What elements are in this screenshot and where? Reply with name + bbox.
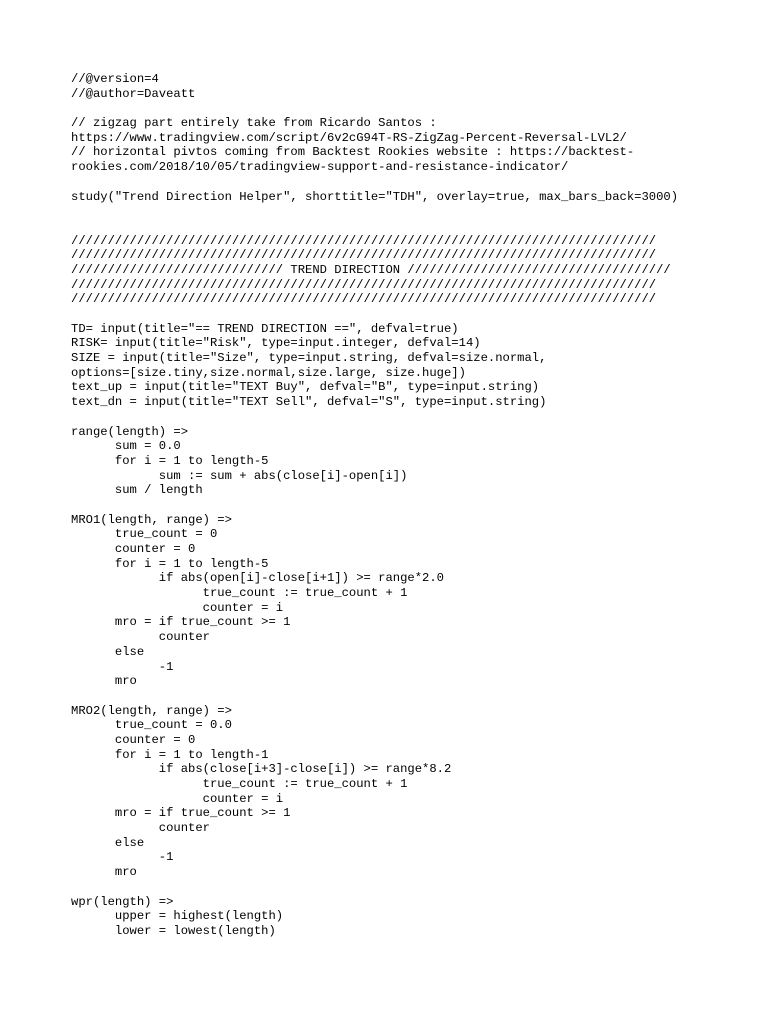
code-line [71,204,751,219]
code-line: mro = if true_count >= 1 [71,615,291,630]
code-line [71,175,751,190]
code-line: text_dn = input(title="TEXT Sell", defval="S", type=input.string) [71,395,547,410]
code-line: https://www.tradingview.com/script/6v2cG94T-RS-ZigZag-Percent-Reversal-LVL2/ [71,130,627,145]
code-line: for i = 1 to length-1 [71,747,269,762]
code-line: mro [71,674,137,689]
code-line: lower = lowest(length) [71,923,276,938]
code-line [71,498,751,513]
code-line [71,219,751,234]
code-line: // zigzag part entirely take from Ricardo Santos : [71,116,437,131]
code-line: sum = 0.0 [71,439,181,454]
code-line: if abs(close[i+3]-close[i]) >= range*8.2 [71,762,452,777]
code-line: counter [71,821,210,836]
code-line: -1 [71,850,174,865]
code-line [71,689,751,704]
code-line: MRO1(length, range) => [71,512,232,527]
code-line: sum / length [71,483,203,498]
code-line: upper = highest(length) [71,909,284,924]
code-line: //@version=4 [71,72,159,86]
code-line: rookies.com/2018/10/05/tradingview-support-and-resistance-indicator/ [71,160,569,175]
code-line [71,880,751,895]
code-line: //@author=Daveatt [71,86,196,101]
code-line: counter = i [71,600,284,615]
code-line: mro [71,865,137,880]
code-line: counter = 0 [71,542,196,556]
code-line: MRO2(length, range) => [71,703,232,718]
code-line: counter [71,630,210,645]
code-line: wpr(length) => [71,894,174,909]
code-line: for i = 1 to length-5 [71,453,269,468]
code-line: range(length) => [71,424,189,439]
code-line: //////////////////////////////////////////////////////////////////////////////// [71,277,657,292]
code-line: SIZE = input(title="Size", type=input.string, defval=size.normal, [71,351,547,366]
code-line: //////////////////////////////////////////////////////////////////////////////// [71,248,657,263]
code-line: text_up = input(title="TEXT Buy", defval="B", type=input.string) [71,380,540,395]
code-line: true_count := true_count + 1 [71,777,408,791]
code-line: else [71,644,145,659]
code-line: true_count = 0.0 [71,718,232,733]
code-line: options=[size.tiny,size.normal,size.large, size.huge]) [71,365,466,380]
code-line: true_count := true_count + 1 [71,586,408,601]
code-line [71,307,751,322]
code-line: // horizontal pivtos coming from Backtest Rookies website : https://backtest- [71,145,635,160]
code-line: -1 [71,659,174,674]
code-line: true_count = 0 [71,527,218,542]
code-line: counter = 0 [71,732,196,747]
code-line: counter = i [71,791,284,806]
code-line: mro = if true_count >= 1 [71,806,291,821]
code-line: for i = 1 to length-5 [71,556,269,571]
code-line: //////////////////////////////////////////////////////////////////////////////// [71,233,657,248]
code-line [71,101,751,116]
code-line: else [71,835,145,850]
code-line: //////////////////////////////////////////////////////////////////////////////// [71,292,657,307]
code-line [71,410,751,425]
code-line: if abs(open[i]-close[i+1]) >= range*2.0 [71,571,444,586]
code-line: TD= input(title="== TREND DIRECTION ==", defval=true) [71,321,459,336]
code-line: study("Trend Direction Helper", shorttitle="TDH", overlay=true, max_bars_back=3000) [71,189,679,204]
code-line: RISK= input(title="Risk", type=input.integer, defval=14) [71,336,481,351]
code-line: ///////////////////////////// TREND DIRECTION //////////////////////////////////// [71,262,671,277]
code-line: sum := sum + abs(close[i]-open[i]) [71,468,408,483]
code-listing [71,72,751,939]
